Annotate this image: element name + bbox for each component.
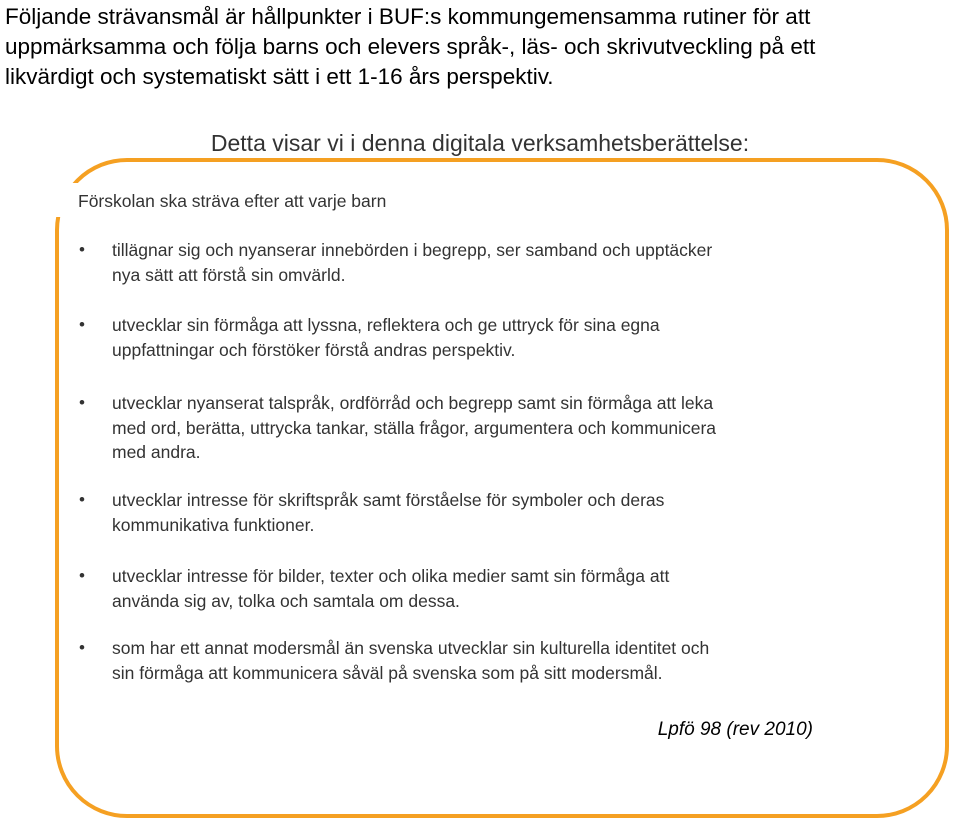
goal-text xyxy=(112,636,837,685)
goal-line: kommunikativa funktioner. xyxy=(112,514,315,535)
bullet-icon: • xyxy=(79,315,85,334)
bullet-icon: • xyxy=(79,240,85,259)
goal-line: utvecklar nyanserat talspråk, ordförråd och begrepp samt sin förmåga att leka xyxy=(112,393,714,413)
goal-line: tillägnar sig och nyanserar innebörden i begrepp, ser samband och upptäcker xyxy=(112,240,713,260)
goal-text xyxy=(112,313,837,362)
bullet-icon: • xyxy=(79,638,85,657)
bullet-icon: • xyxy=(79,490,85,509)
goal-line: utvecklar intresse för skriftspråk samt förståelse för symboler och deras xyxy=(112,490,665,510)
goal-text xyxy=(112,488,837,537)
goal-line: sin förmåga att kommunicera såväl på svenska som på sitt modersmål. xyxy=(112,662,663,683)
goal-text xyxy=(112,391,837,465)
goal-line: som har ett annat modersmål än svenska utvecklar sin kulturella identitet och xyxy=(112,638,710,658)
intro-line: likvärdigt och systematiskt sätt i ett 1-16 års perspektiv. xyxy=(5,64,554,89)
goal-text xyxy=(112,564,837,613)
goal-line: med andra. xyxy=(112,442,201,462)
intro-line: Följande strävansmål är hållpunkter i BUF:s kommungemensamma rutiner för att xyxy=(5,4,811,29)
goals-lead-text: Förskolan ska sträva efter att varje barn xyxy=(78,191,387,211)
intro-line: uppmärksamma och följa barns och elevers språk-, läs- och skrivutveckling på ett xyxy=(5,34,816,59)
goal-line: använda sig av, tolka och samtala om dessa. xyxy=(112,590,460,611)
goal-line: utvecklar intresse för bilder, texter och olika medier samt sin förmåga att xyxy=(112,566,670,586)
goal-line: med ord, berätta, uttrycka tankar, ställa frågor, argumentera och kommunicera xyxy=(112,417,717,438)
goal-line: utvecklar sin förmåga att lyssna, reflektera och ge uttryck för sina egna xyxy=(112,315,660,335)
intro-paragraph xyxy=(5,2,957,92)
source-citation: Lpfö 98 (rev 2010) xyxy=(657,719,813,740)
goal-text xyxy=(112,238,837,287)
goal-line: uppfattningar och förstöker förstå andras perspektiv. xyxy=(112,339,516,360)
bullet-icon: • xyxy=(79,393,85,412)
goal-line: nya sätt att förstå sin omvärld. xyxy=(112,264,346,285)
bullet-icon: • xyxy=(79,566,85,585)
section-subtitle: Detta visar vi i denna digitala verksamhetsberättelse: xyxy=(210,130,750,156)
